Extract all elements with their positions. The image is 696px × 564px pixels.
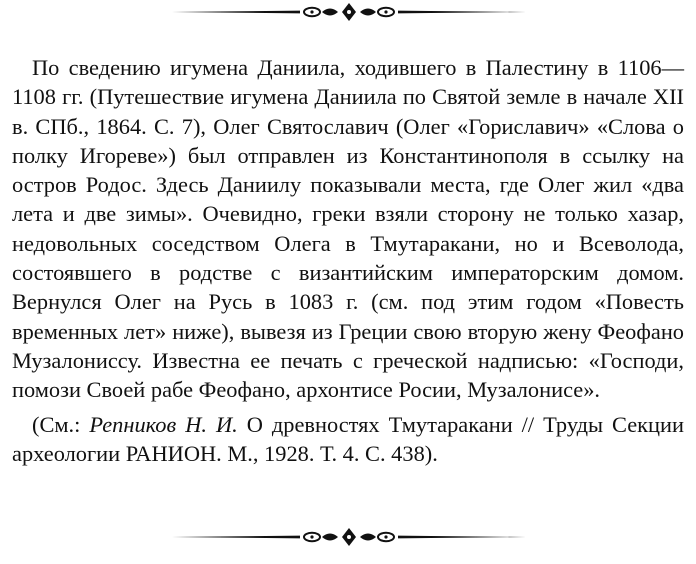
top-fleuron-divider-icon: [172, 2, 526, 22]
source-prefix: (См.:: [32, 411, 90, 437]
source-citation: [12, 410, 684, 469]
source-text: О древностях Тмутаракани // Труды Секции археологии РАНИОН. М., 1928. Т. 4. С. 438).: [12, 411, 684, 466]
text-body: [12, 53, 684, 468]
source-author: Репников Н. И.: [89, 411, 238, 437]
main-paragraph: По сведению игумена Даниила, ходившего в Палестину в 1106—1108 гг. (Путешествие игумена Даниила по Святой земле в начале XII в. СПб., 1864. С. 7), Олег Святославич (Олег «Гориславич» «Слова о полку Игореве») был отправлен из Константинополя в ссылку на остров Родос. Здесь Даниилу показывали места, где Олег жил «два лета и две зимы». Очевидно, греки взяли сторону не только хазар, недовольных соседством Олега в Тмутаракани, но и Всеволода, состоявшего в родстве с византийским императорским домом. Вернулся Олег на Русь в 1083 г. (см. под этим годом «Повесть временных лет» ниже), вывезя из Греции свою вторую жену Феофано Музалониссу. Известна ее печать с греческой надписью: «Господи, помози Своей рабе Феофано, архонтисе Росии, Музалонисе».: [12, 55, 684, 403]
bottom-fleuron-divider-icon: [172, 527, 526, 547]
